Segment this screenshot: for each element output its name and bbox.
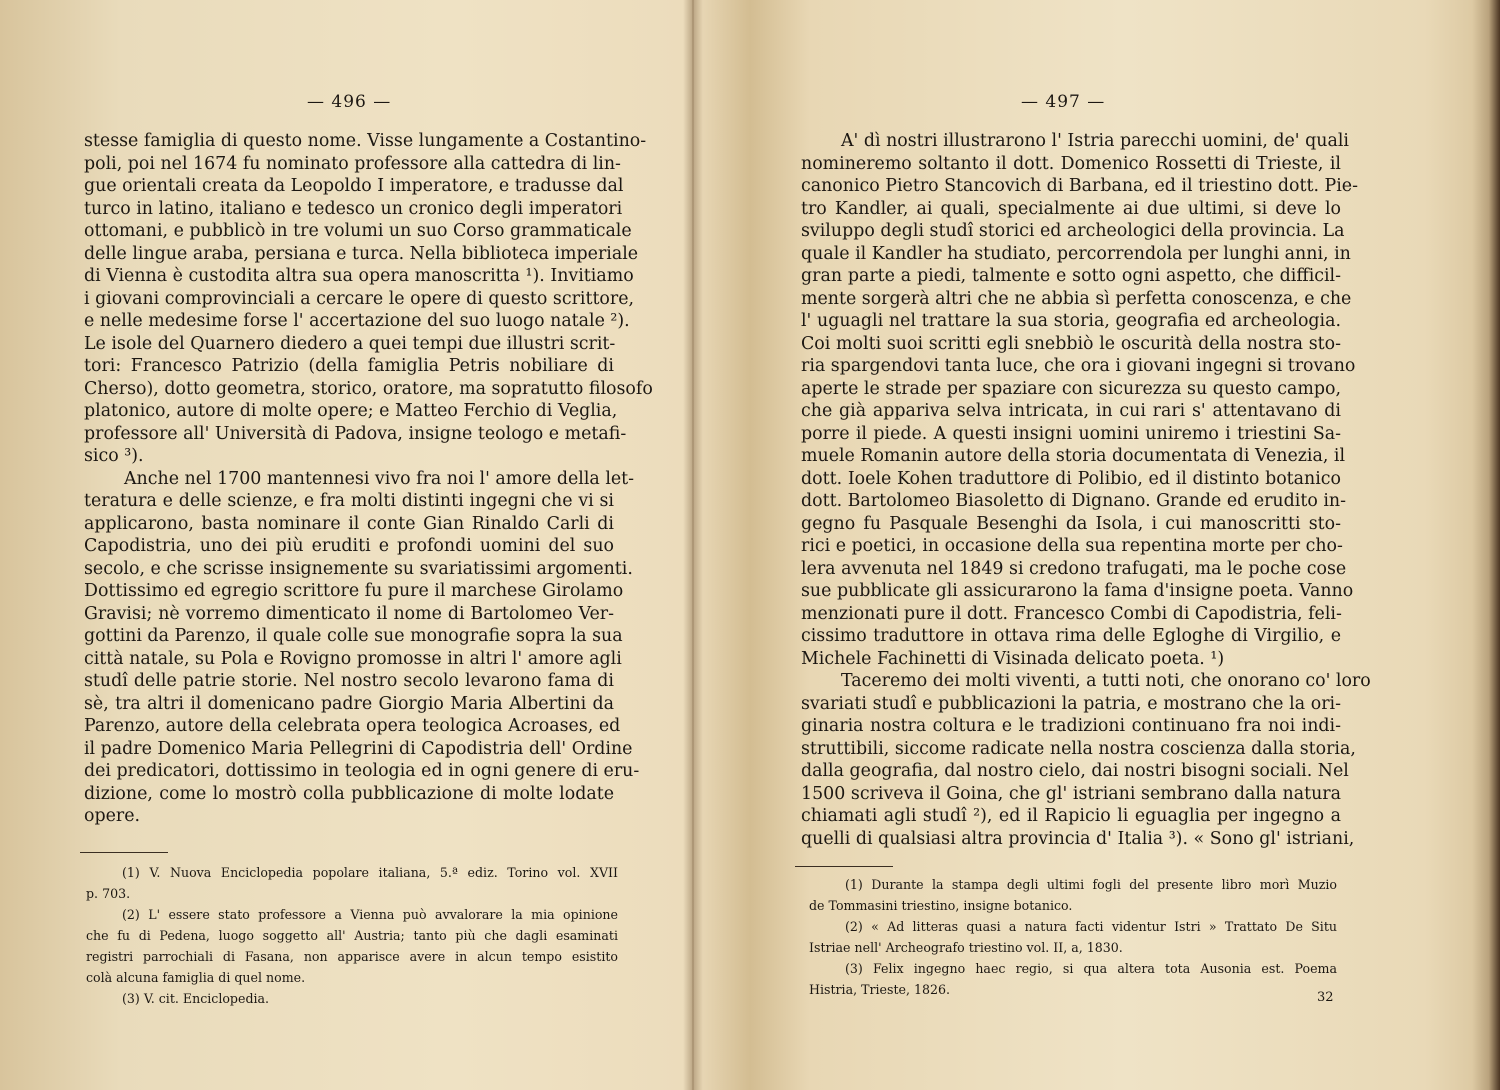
- footnote-line: (3) V. cit. Enciclopedia.: [122, 991, 270, 1006]
- text-line: sviluppo degli studî storici ed archeologici della provincia. La: [801, 221, 1345, 241]
- text-line: Cherso), dotto geometra, storico, oratore, ma sopratutto filosofo: [84, 378, 653, 399]
- text-line: ottomani, e pubblicò in tre volumi un suo Corso grammaticale: [84, 221, 632, 241]
- footnote-line: de Tommasini triestino, insigne botanico.: [809, 898, 1073, 913]
- text-line: applicarono, basta nominare il conte Gian Rinaldo Carli di: [84, 513, 614, 534]
- footnote-line: che fu di Pedena, luogo soggetto all' Austria; tanto più che dagli esaminati: [86, 928, 618, 943]
- text-line: dott. Ioele Kohen traduttore di Polibio, ed il distinto botanico: [801, 468, 1341, 489]
- text-line: dalla geografia, dal nostro cielo, dai nostri bisogni sociali. Nel: [801, 761, 1349, 781]
- text-line: poli, poi nel 1674 fu nominato professore alla cattedra di lin-: [84, 153, 621, 174]
- text-line: platonico, autore di molte opere; e Matteo Ferchio di Veglia,: [84, 401, 618, 421]
- text-line: studî delle patrie storie. Nel nostro secolo levarono fama di: [84, 671, 614, 691]
- text-line: 1500 scriveva il Goina, che gl' istriani sembrano dalla natura: [801, 783, 1341, 804]
- footnote-line: (3) Felix ingegno haec regio, si qua altera tota Ausonia est. Poema: [845, 961, 1337, 976]
- text-line: gran parte a piedi, talmente e sotto ogni aspetto, che difficil-: [801, 266, 1341, 286]
- text-line: rici e poetici, in occasione della sua repentina morte per cho-: [801, 536, 1343, 556]
- text-line: sico ³).: [84, 446, 144, 466]
- text-line: stesse famiglia di questo nome. Visse lungamente a Costantino-: [84, 131, 647, 151]
- text-line: dei predicatori, dottissimo in teologia ed in ogni genere di eru-: [84, 761, 640, 781]
- text-line: svariati studî e pubblicazioni la patria, e mostrano che la ori-: [801, 693, 1341, 714]
- footnote-line: (1) Durante la stampa degli ultimi fogli del presente libro morì Muzio: [845, 877, 1337, 892]
- text-line: dizione, come lo mostrò colla pubblicazione di molte lodate: [84, 783, 614, 804]
- text-line: nomineremo soltanto il dott. Domenico Rossetti di Trieste, il: [801, 153, 1341, 174]
- footnote-line: registri parrochiali di Fasana, non apparisce avere in alcun tempo esistito: [86, 949, 618, 964]
- text-line: ginaria nostra coltura e le tradizioni continuano fra noi indi-: [801, 716, 1341, 736]
- text-line: Taceremo dei molti viventi, a tutti noti, che onorano co' loro: [841, 671, 1371, 691]
- text-line: professore all' Università di Padova, insigne teologo e metafi-: [84, 423, 627, 444]
- text-line: aperte le strade per spaziare con sicurezza su questo campo,: [801, 378, 1341, 399]
- footnote-line: Histria, Trieste, 1826.: [809, 982, 951, 997]
- sheet-signature-number: 32: [1317, 990, 1334, 1005]
- text-line: cissimo traduttore in ottava rima delle Egloghe di Virgilio, e: [801, 626, 1341, 646]
- text-line: delle lingue araba, persiana e turca. Nella biblioteca imperiale: [84, 243, 639, 264]
- text-line: ria spargendovi tanta luce, che ora i giovani ingegni si trovano: [801, 356, 1356, 376]
- text-line: e nelle medesime forse l' accertazione del suo luogo natale ²).: [84, 311, 630, 331]
- text-line: canonico Pietro Stancovich di Barbana, ed il triestino dott. Pie-: [801, 176, 1358, 196]
- right-footnotes: [809, 874, 1337, 1000]
- text-line: muele Romanin autore della storia documentata di Venezia, il: [801, 446, 1346, 466]
- footnote-line: (2) L' essere stato professore a Vienna può avvalorare la mia opinione: [122, 907, 618, 922]
- text-line: menzionati pure il dott. Francesco Combi di Capodistria, feli-: [801, 603, 1342, 624]
- text-line: dott. Bartolomeo Biasoletto di Dignano. Grande ed erudito in-: [801, 491, 1346, 511]
- right-page-number: — 497 —: [1021, 92, 1106, 112]
- text-line: i giovani comprovinciali a cercare le opere di questo scrittore,: [84, 288, 635, 309]
- left-page-text: [84, 130, 653, 828]
- text-line: sue pubblicate gli assicurarono la fama d'insigne poeta. Vanno: [801, 581, 1354, 601]
- text-line: che già appariva selva intricata, in cui rari s' attentavano di: [801, 401, 1341, 421]
- footnote-line: colà alcuna famiglia di quel nome.: [86, 970, 306, 985]
- text-line: quale il Kandler ha studiato, percorrendola per lunghi anni, in: [801, 243, 1351, 264]
- text-line: turco in latino, italiano e tedesco un cronico degli imperatori: [84, 198, 623, 219]
- text-line: quelli di qualsiasi altra provincia d' Italia ³). « Sono gl' istriani,: [801, 828, 1355, 849]
- text-line: tro Kandler, ai quali, specialmente ai due ultimi, si deve lo: [801, 198, 1341, 219]
- text-line: A' dì nostri illustrarono l' Istria parecchi uomini, de' quali: [841, 131, 1349, 151]
- left-page: [0, 0, 690, 1090]
- text-line: Coi molti suoi scritti egli snebbiò le oscurità della nostra sto-: [801, 333, 1341, 354]
- text-line: Anche nel 1700 mantennesi vivo fra noi l' amore della let-: [124, 468, 635, 489]
- text-line: di Vienna è custodita altra sua opera manoscritta ¹). Invitiamo: [84, 266, 634, 286]
- left-page-number: — 496 —: [307, 92, 392, 112]
- text-line: gegno fu Pasquale Besenghi da Isola, i cui manoscritti sto-: [801, 513, 1341, 534]
- text-line: secolo, e che scrisse insignemente su svariatissimi argomenti.: [84, 558, 633, 579]
- text-line: teratura e delle scienze, e fra molti distinti ingegni che vi si: [84, 491, 614, 511]
- text-line: sè, tra altri il domenicano padre Giorgio Maria Albertini da: [84, 693, 614, 714]
- text-line: gottini da Parenzo, il quale colle sue monografie sopra la sua: [84, 626, 623, 646]
- text-line: chiamati agli studî ²), ed il Rapicio li eguaglia per ingegno a: [801, 806, 1341, 826]
- footnote-line: p. 703.: [86, 886, 131, 901]
- text-line: città natale, su Pola e Rovigno promosse in altri l' amore agli: [84, 648, 622, 669]
- footnote-line: (1) V. Nuova Enciclopedia popolare italiana, 5.ª ediz. Torino vol. XVII: [122, 865, 618, 880]
- text-line: mente sorgerà altri che ne abbia sì perfetta conoscenza, e che: [801, 288, 1352, 309]
- footnote-line: Istriae nell' Archeografo triestino vol. II, a, 1830.: [809, 940, 1123, 955]
- footnote-rule: [795, 866, 893, 867]
- text-line: Michele Fachinetti di Visinada delicato poeta. ¹): [801, 648, 1225, 669]
- text-line: opere.: [84, 806, 141, 826]
- right-page: [705, 0, 1500, 1090]
- text-line: struttibili, siccome radicate nella nostra coscienza dalla storia,: [801, 738, 1356, 759]
- text-line: Dottissimo ed egregio scrittore fu pure il marchese Girolamo: [84, 581, 624, 601]
- text-line: gue orientali creata da Leopoldo I imperatore, e tradusse dal: [84, 176, 624, 196]
- footnote-rule: [80, 852, 168, 853]
- text-line: Capodistria, uno dei più eruditi e profondi uomini del suo: [84, 536, 614, 556]
- text-line: tori: Francesco Patrizio (della famiglia Petris nobiliare di: [84, 356, 614, 376]
- left-footnotes: [86, 862, 618, 1009]
- footnote-line: (2) « Ad litteras quasi a natura facti videntur Istri » Trattato De Situ: [845, 919, 1337, 934]
- text-line: Le isole del Quarnero diedero a quei tempi due illustri scrit-: [84, 333, 616, 354]
- text-line: porre il piede. A questi insigni uomini uniremo i triestini Sa-: [801, 423, 1341, 444]
- text-line: il padre Domenico Maria Pellegrini di Capodistria dell' Ordine: [84, 738, 633, 759]
- text-line: Parenzo, autore della celebrata opera teologica Acroases, ed: [84, 716, 621, 736]
- right-page-text: [801, 130, 1371, 850]
- text-line: Gravisi; nè vorremo dimenticato il nome di Bartolomeo Ver-: [84, 603, 614, 624]
- text-line: l' uguagli nel trattare la sua storia, geografia ed archeologia.: [801, 311, 1341, 331]
- text-line: lera avvenuta nel 1849 si credono trafugati, ma le poche cose: [801, 558, 1347, 579]
